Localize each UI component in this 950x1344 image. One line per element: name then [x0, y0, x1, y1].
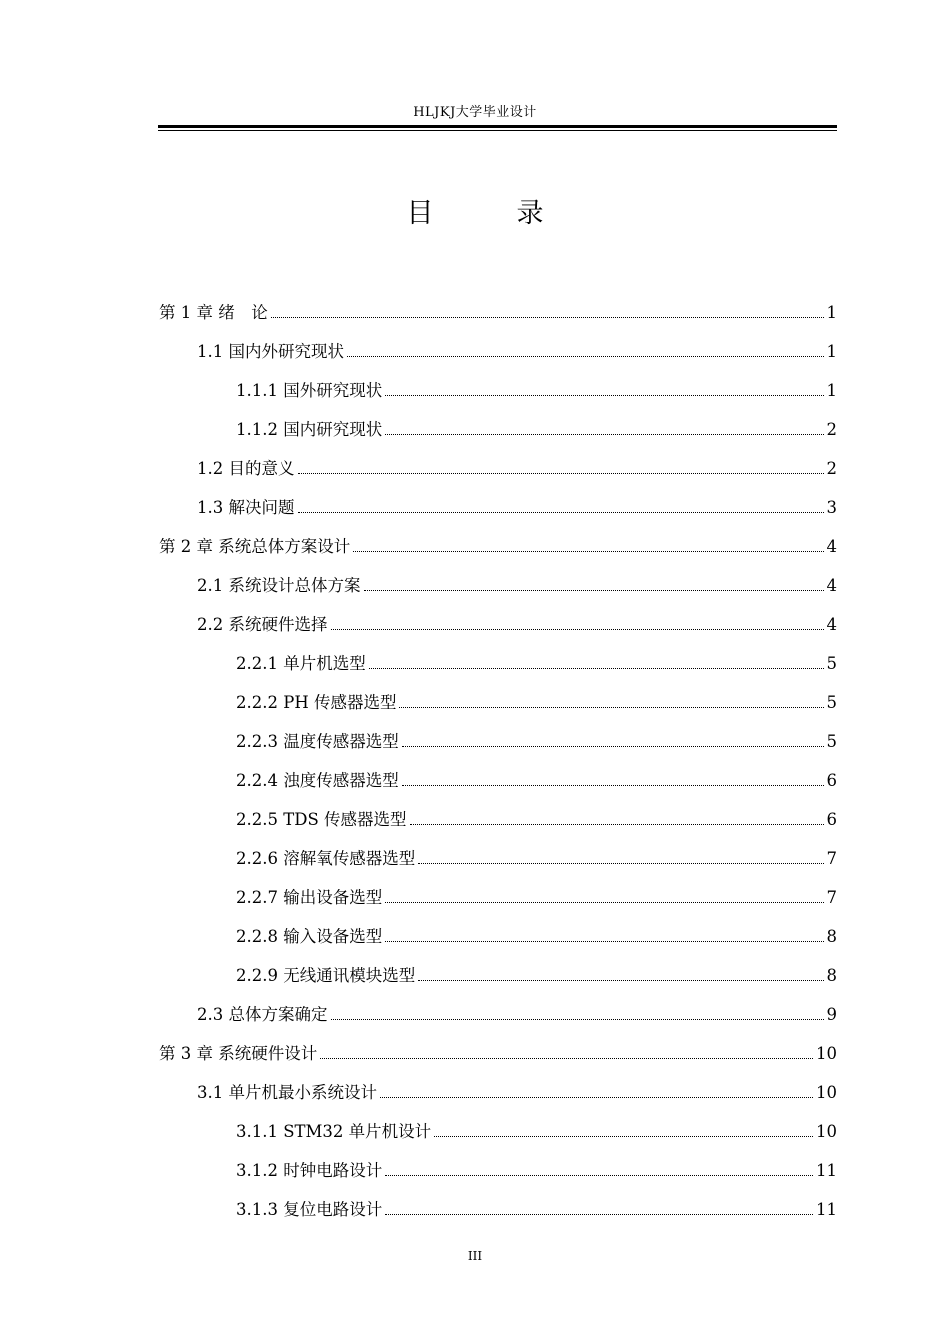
toc-entry-label: 1.3 解决问题 — [197, 498, 295, 517]
toc-section-entry[interactable] — [197, 457, 837, 481]
toc-subsection-entry[interactable] — [236, 964, 837, 988]
toc-entry-label: 1.1.2 国内研究现状 — [236, 420, 383, 439]
toc-section-entry[interactable] — [197, 340, 837, 364]
toc-dot-leader — [353, 551, 823, 552]
toc-entry-page-number: 9 — [826, 1005, 837, 1024]
toc-entry-page-number: 2 — [826, 459, 837, 478]
toc-entry-label: 2.2.3 温度传感器选型 — [236, 732, 399, 751]
toc-subsection-entry[interactable] — [236, 769, 837, 793]
toc-entry-page-number: 6 — [826, 771, 837, 790]
page-number: III — [467, 1249, 483, 1263]
toc-subsection-entry[interactable] — [236, 1120, 837, 1144]
toc-section-entry[interactable] — [197, 574, 837, 598]
toc-entry-label: 2.2.7 输出设备选型 — [236, 888, 383, 907]
toc-entry-page-number: 8 — [826, 966, 837, 985]
toc-dot-leader — [385, 941, 823, 942]
toc-dot-leader — [385, 1175, 813, 1176]
toc-entry-page-number: 5 — [826, 693, 837, 712]
toc-entry-label: 2.2.4 浊度传感器选型 — [236, 771, 399, 790]
toc-entry-page-number: 10 — [816, 1044, 837, 1063]
toc-entry-page-number: 1 — [826, 303, 837, 322]
toc-chapter-entry[interactable] — [159, 1042, 837, 1066]
toc-entry-page-number: 4 — [826, 537, 837, 556]
toc-entry-page-number: 4 — [826, 615, 837, 634]
toc-entry-label: 第 3 章 系统硬件设计 — [159, 1044, 318, 1063]
toc-dot-leader — [399, 707, 823, 708]
toc-entry-page-number: 7 — [826, 888, 837, 907]
toc-entry-label: 2.2.1 单片机选型 — [236, 654, 366, 673]
toc-entry-page-number: 1 — [826, 381, 837, 400]
toc-chapter-entry[interactable] — [159, 301, 837, 325]
toc-entry-label: 2.3 总体方案确定 — [197, 1005, 328, 1024]
toc-subsection-entry[interactable] — [236, 1159, 837, 1183]
toc-subsection-entry[interactable] — [236, 730, 837, 754]
toc-chapter-entry[interactable] — [159, 535, 837, 559]
toc-dot-leader — [380, 1097, 813, 1098]
toc-entry-label: 3.1 单片机最小系统设计 — [197, 1083, 377, 1102]
toc-subsection-entry[interactable] — [236, 691, 837, 715]
toc-section-entry[interactable] — [197, 1081, 837, 1105]
toc-entry-label: 1.1.1 国外研究现状 — [236, 381, 383, 400]
toc-entry-label: 2.2 系统硬件选择 — [197, 615, 328, 634]
toc-dot-leader — [385, 395, 823, 396]
toc-entry-page-number: 7 — [826, 849, 837, 868]
toc-dot-leader — [298, 512, 824, 513]
toc-subsection-entry[interactable] — [236, 379, 837, 403]
toc-entry-label: 第 2 章 系统总体方案设计 — [159, 537, 351, 556]
toc-section-entry[interactable] — [197, 613, 837, 637]
toc-entry-page-number: 10 — [816, 1083, 837, 1102]
toc-dot-leader — [402, 785, 824, 786]
toc-entry-page-number: 5 — [826, 654, 837, 673]
toc-entry-label: 2.2.9 无线通讯模块选型 — [236, 966, 416, 985]
toc-dot-leader — [271, 317, 824, 318]
toc-entry-page-number: 8 — [826, 927, 837, 946]
toc-entry-label: 2.1 系统设计总体方案 — [197, 576, 361, 595]
toc-entry-label: 2.2.6 溶解氧传感器选型 — [236, 849, 416, 868]
toc-dot-leader — [298, 473, 824, 474]
toc-entry-label: 3.1.3 复位电路设计 — [236, 1200, 383, 1219]
running-header: HLJKJ大学毕业设计 — [413, 105, 537, 120]
toc-entry-label: 1.2 目的意义 — [197, 459, 295, 478]
toc-entry-page-number: 10 — [816, 1122, 837, 1141]
page-title: 目 录 — [406, 198, 572, 229]
toc-dot-leader — [331, 629, 824, 630]
toc-section-entry[interactable] — [197, 1003, 837, 1027]
toc-dot-leader — [385, 1214, 813, 1215]
toc-entry-label: 1.1 国内外研究现状 — [197, 342, 344, 361]
toc-dot-leader — [418, 863, 823, 864]
toc-subsection-entry[interactable] — [236, 652, 837, 676]
toc-entry-label: 2.2.8 输入设备选型 — [236, 927, 383, 946]
toc-entry-label: 第 1 章 绪 论 — [159, 303, 268, 322]
toc-dot-leader — [331, 1019, 824, 1020]
toc-entry-page-number: 1 — [826, 342, 837, 361]
toc-entry-page-number: 2 — [826, 420, 837, 439]
toc-subsection-entry[interactable] — [236, 886, 837, 910]
toc-subsection-entry[interactable] — [236, 847, 837, 871]
toc-dot-leader — [402, 746, 824, 747]
toc-section-entry[interactable] — [197, 496, 837, 520]
toc-entry-label: 3.1.2 时钟电路设计 — [236, 1161, 383, 1180]
toc-entry-page-number: 5 — [826, 732, 837, 751]
toc-subsection-entry[interactable] — [236, 1198, 837, 1222]
toc-entry-page-number: 11 — [816, 1200, 837, 1219]
toc-entry-label: 2.2.5 TDS 传感器选型 — [236, 810, 407, 829]
toc-entry-page-number: 3 — [826, 498, 837, 517]
toc-subsection-entry[interactable] — [236, 418, 837, 442]
toc-entry-label: 2.2.2 PH 传感器选型 — [236, 693, 397, 712]
toc-dot-leader — [364, 590, 824, 591]
toc-entry-page-number: 11 — [816, 1161, 837, 1180]
toc-subsection-entry[interactable] — [236, 808, 837, 832]
toc-dot-leader — [385, 902, 823, 903]
toc-subsection-entry[interactable] — [236, 925, 837, 949]
toc-dot-leader — [369, 668, 824, 669]
toc-dot-leader — [385, 434, 823, 435]
toc-dot-leader — [410, 824, 824, 825]
toc-entry-page-number: 4 — [826, 576, 837, 595]
toc-dot-leader — [434, 1136, 813, 1137]
toc-entry-page-number: 6 — [826, 810, 837, 829]
toc-dot-leader — [418, 980, 823, 981]
toc-dot-leader — [320, 1058, 813, 1059]
toc-entry-label: 3.1.1 STM32 单片机设计 — [236, 1122, 432, 1141]
toc-dot-leader — [347, 356, 824, 357]
